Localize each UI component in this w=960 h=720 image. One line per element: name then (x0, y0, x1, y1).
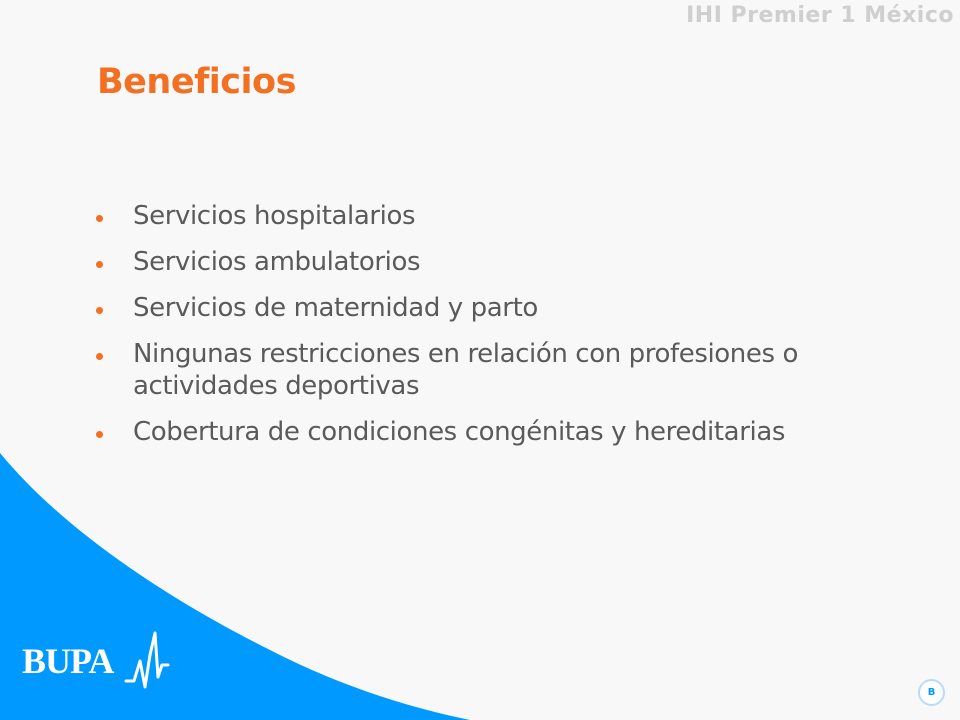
bupa-logo (22, 625, 172, 699)
list-item-text: Cobertura de condiciones congénitas y hereditarias (133, 417, 786, 447)
list-item-text: Servicios hospitalarios (133, 201, 416, 231)
list-item (96, 338, 876, 402)
heartbeat-line-icon (126, 633, 168, 687)
bullet-dot-icon (96, 431, 103, 438)
page-badge: B (918, 679, 945, 706)
list-item-text: Ningunas restricciones en relación con profesiones o actividades deportivas (133, 339, 799, 401)
logo-wordmark: BUPA (22, 641, 114, 681)
list-item (96, 200, 876, 232)
bullet-dot-icon (96, 307, 103, 314)
benefits-list (96, 200, 876, 462)
product-title: IHI Premier 1 México (686, 3, 954, 28)
bullet-dot-icon (96, 353, 103, 360)
list-item (96, 246, 876, 278)
list-item-text: Servicios ambulatorios (133, 247, 421, 277)
list-item (96, 416, 876, 448)
slide-title: Beneficios (97, 62, 296, 102)
list-item-text: Servicios de maternidad y parto (133, 293, 538, 323)
bullet-dot-icon (96, 261, 103, 268)
list-item (96, 292, 876, 324)
bullet-dot-icon (96, 215, 103, 222)
